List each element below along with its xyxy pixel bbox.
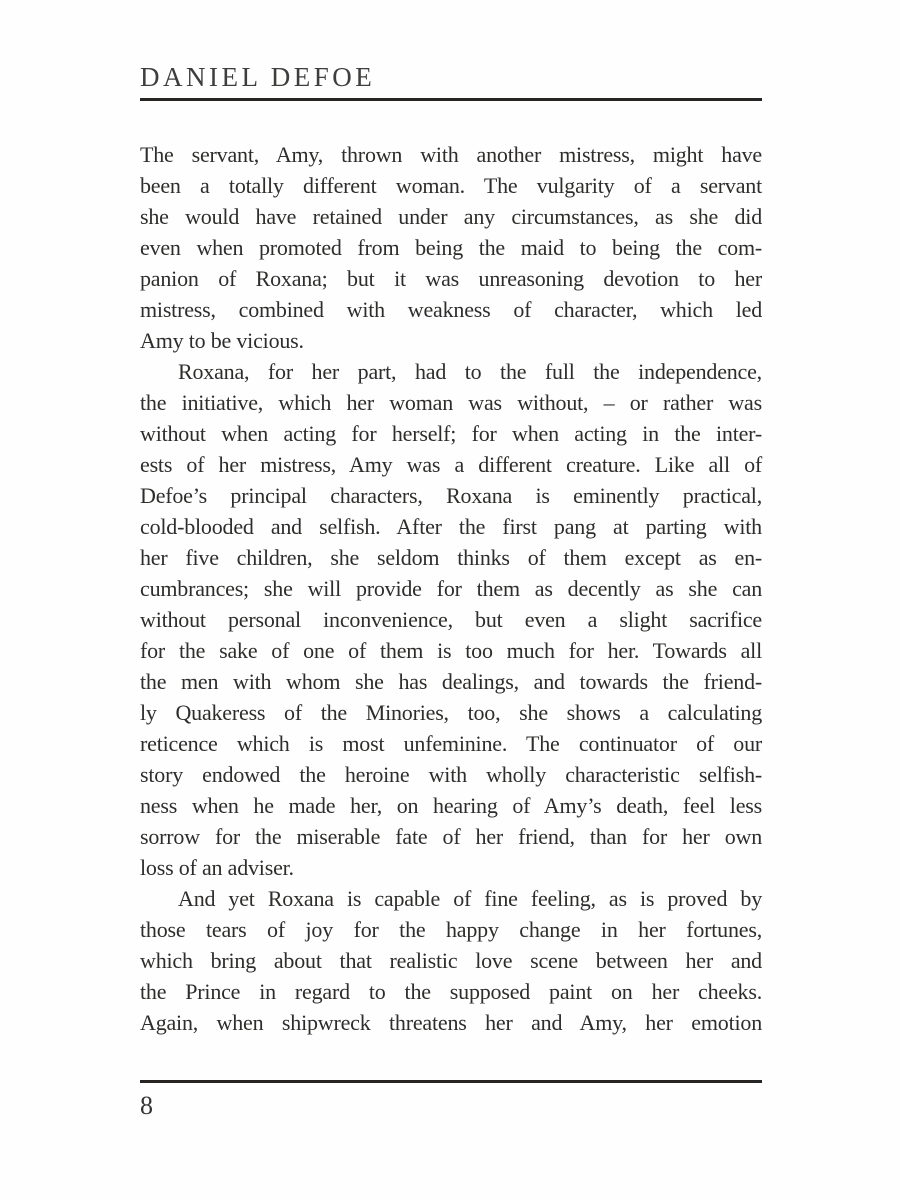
- body-line: Amy to be vicious.: [140, 328, 304, 353]
- body-line: the men with whom she has dealings, and towards the friend-: [140, 669, 762, 694]
- body-line: without when acting for herself; for when acting in the inter-: [140, 421, 762, 446]
- body-line: reticence which is most unfeminine. The continuator of our: [140, 731, 762, 756]
- header-rule: [140, 98, 762, 101]
- body-line: cold-blooded and selfish. After the first pang at parting with: [140, 514, 762, 539]
- page-footer: [140, 1080, 762, 1121]
- body-line: Roxana, for her part, had to the full the independence,: [178, 359, 762, 384]
- running-header: [140, 62, 762, 101]
- body-line: mistress, combined with weakness of character, which led: [140, 297, 762, 322]
- body-line: without personal inconvenience, but even a slight sacrifice: [140, 607, 762, 632]
- body-line: And yet Roxana is capable of fine feeling, as is proved by: [178, 886, 762, 911]
- body-line: even when promoted from being the maid to being the com-: [140, 235, 762, 260]
- body-line: ness when he made her, on hearing of Amy’s death, feel less: [140, 793, 762, 818]
- body-line: those tears of joy for the happy change in her fortunes,: [140, 917, 762, 942]
- body-line: which bring about that realistic love scene between her and: [140, 948, 762, 973]
- body-line: sorrow for the miserable fate of her friend, than for her own: [140, 824, 762, 849]
- body-line: Defoe’s principal characters, Roxana is eminently practical,: [140, 483, 762, 508]
- body-line: for the sake of one of them is too much for her. Towards all: [140, 638, 762, 663]
- body-line: The servant, Amy, thrown with another mistress, might have: [140, 142, 762, 167]
- header-author-title: DANIEL DEFOE: [140, 62, 376, 92]
- body-line: the Prince in regard to the supposed paint on her cheeks.: [140, 979, 762, 1004]
- body-line: ests of her mistress, Amy was a different creature. Like all of: [140, 452, 762, 477]
- body-line: her five children, she seldom thinks of them except as en-: [140, 545, 762, 570]
- footer-rule: [140, 1080, 762, 1083]
- body-line: story endowed the heroine with wholly characteristic selfish-: [140, 762, 762, 787]
- page-number: 8: [140, 1091, 153, 1120]
- body-line: ly Quakeress of the Minories, too, she shows a calculating: [140, 700, 762, 725]
- body-line: she would have retained under any circumstances, as she did: [140, 204, 762, 229]
- body-line: loss of an adviser.: [140, 855, 294, 880]
- body-line: panion of Roxana; but it was unreasoning devotion to her: [140, 266, 762, 291]
- body-line: cumbrances; she will provide for them as decently as she can: [140, 576, 762, 601]
- page-body-text: [140, 139, 762, 1038]
- body-line: the initiative, which her woman was without, – or rather was: [140, 390, 762, 415]
- body-line: been a totally different woman. The vulgarity of a servant: [140, 173, 762, 198]
- body-line: Again, when shipwreck threatens her and Amy, her emotion: [140, 1010, 762, 1035]
